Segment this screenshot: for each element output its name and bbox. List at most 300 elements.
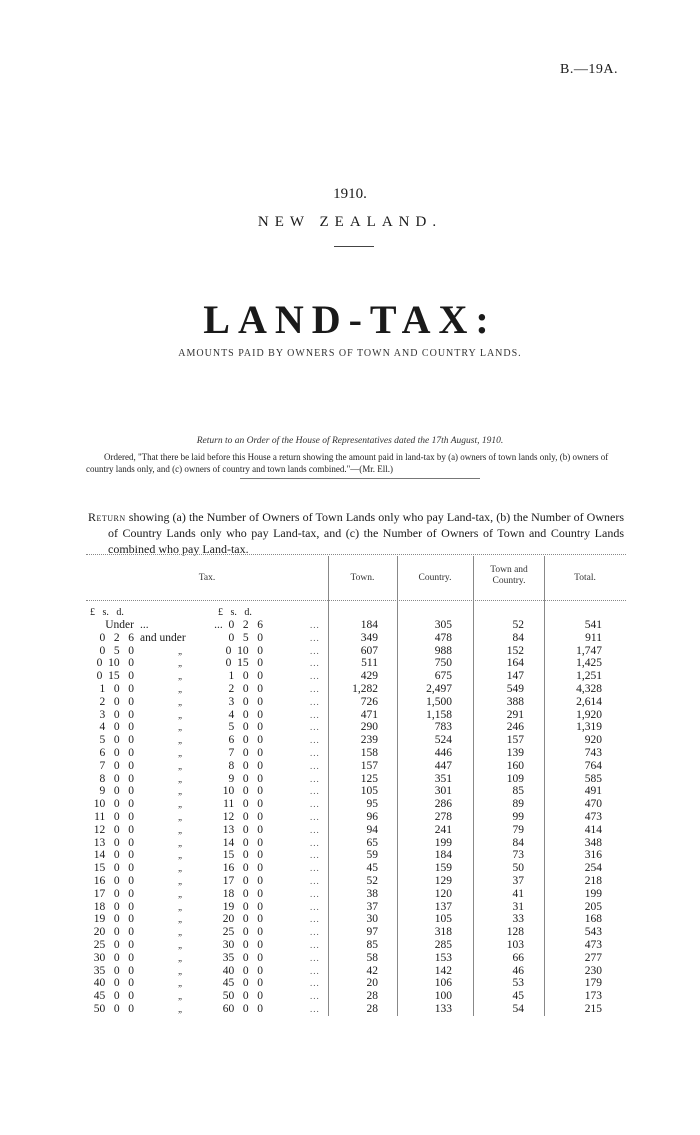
tax-from: 0 10 0 — [96, 657, 134, 670]
table-row — [0, 683, 700, 696]
country-count: 988 — [434, 644, 452, 657]
total-count: 920 — [584, 734, 602, 747]
country-count: 305 — [434, 619, 452, 631]
tax-from: 20 0 0 — [93, 926, 134, 939]
table-row — [0, 824, 700, 837]
town-and-country-count: 45 — [512, 990, 524, 1003]
tax-from: 10 0 0 — [93, 798, 134, 811]
tax-separator: „ — [178, 940, 184, 950]
tax-to: 60 0 0 — [222, 1003, 263, 1015]
town-count: 42 — [366, 964, 378, 977]
total-count: 414 — [584, 823, 602, 836]
table-row — [0, 645, 700, 658]
leader-dots: ... — [310, 620, 320, 630]
tax-to: 4 0 0 — [228, 708, 263, 721]
leader-dots: ... — [310, 799, 320, 810]
country-count: 106 — [434, 977, 452, 990]
tax-to: 9 0 0 — [228, 772, 263, 785]
tax-from: 3 0 0 — [99, 708, 134, 721]
total-count: 4,328 — [576, 683, 602, 695]
table-row — [0, 990, 700, 1003]
country-count: 159 — [434, 862, 452, 875]
town-count: 95 — [366, 798, 378, 811]
tax-to: 14 0 0 — [222, 836, 263, 849]
town-and-country-count: 53 — [512, 977, 524, 990]
leader-dots: ... — [310, 722, 320, 733]
total-count: 473 — [584, 939, 602, 951]
tax-separator: „ — [178, 863, 184, 874]
town-and-country-count: 139 — [506, 747, 524, 759]
total-count: 1,251 — [576, 670, 602, 683]
total-count: 585 — [584, 772, 602, 785]
table-row — [0, 837, 700, 850]
total-count: 218 — [584, 875, 602, 887]
total-count: 179 — [584, 977, 602, 990]
tax-from: 45 0 0 — [93, 990, 134, 1003]
tax-separator: „ — [178, 786, 184, 797]
town-count: 607 — [360, 644, 378, 657]
tax-to: ... 0 2 6 — [214, 619, 263, 631]
header-country: Country. — [418, 573, 452, 583]
town-and-country-count: 128 — [506, 926, 524, 939]
leader-dots: ... — [310, 786, 320, 797]
town-count: 125 — [360, 772, 378, 785]
tax-separator: „ — [178, 901, 184, 912]
country-count: 142 — [434, 964, 452, 977]
leader-dots: ... — [310, 863, 320, 874]
total-count: 348 — [584, 836, 602, 849]
town-count: 45 — [366, 862, 378, 875]
tax-separator: „ — [178, 773, 184, 784]
town-and-country-count: 157 — [506, 734, 524, 747]
header-town-and-country: Town and Country. — [490, 565, 528, 586]
tax-from: 35 0 0 — [93, 964, 134, 977]
tax-to: 2 0 0 — [228, 683, 263, 695]
table-row — [0, 670, 700, 683]
tax-to: 8 0 0 — [228, 759, 263, 772]
tax-from: 7 0 0 — [99, 759, 134, 772]
table-row — [0, 939, 700, 952]
tax-separator: „ — [178, 671, 184, 682]
tax-to: 16 0 0 — [222, 862, 263, 875]
tax-separator: „ — [178, 952, 184, 963]
country-count: 133 — [434, 1003, 452, 1015]
tax-separator: „ — [178, 722, 184, 733]
town-count: 59 — [366, 849, 378, 862]
total-count: 1,425 — [576, 657, 602, 670]
town-count: 157 — [360, 759, 378, 772]
country-count: 1,158 — [426, 708, 452, 721]
leader-dots: ... — [310, 940, 320, 950]
town-count: 37 — [366, 900, 378, 913]
tax-from: 14 0 0 — [93, 849, 134, 862]
table-row — [0, 747, 700, 760]
tax-to: 10 0 0 — [222, 785, 263, 798]
tax-separator: „ — [178, 991, 184, 1002]
tax-to: 0 10 0 — [225, 644, 263, 657]
tax-from: 40 0 0 — [93, 977, 134, 990]
town-count: 97 — [366, 926, 378, 939]
country-count: 241 — [434, 823, 452, 836]
leader-dots: ... — [310, 748, 320, 758]
tax-from: 30 0 0 — [93, 951, 134, 964]
tax-to: 7 0 0 — [228, 747, 263, 759]
country-count: 137 — [434, 900, 452, 913]
town-and-country-count: 103 — [506, 939, 524, 951]
tax-to: 0 15 0 — [225, 657, 263, 670]
tax-separator: „ — [178, 914, 184, 925]
table-header-rule — [86, 600, 626, 601]
tax-from: 8 0 0 — [99, 772, 134, 785]
town-count: 429 — [360, 670, 378, 683]
country-count: 750 — [434, 657, 452, 670]
town-and-country-count: 99 — [512, 811, 524, 823]
town-count: 30 — [366, 913, 378, 926]
town-count: 94 — [366, 823, 378, 836]
total-count: 473 — [584, 811, 602, 823]
town-and-country-count: 33 — [512, 913, 524, 926]
tax-from: Under — [105, 619, 134, 631]
table-row — [0, 760, 700, 773]
total-count: 254 — [584, 862, 602, 875]
town-count: 1,282 — [352, 683, 378, 695]
town-count: 28 — [366, 990, 378, 1003]
tax-separator: „ — [178, 812, 184, 822]
country-heading: NEW ZEALAND. — [257, 214, 443, 230]
tax-to: 6 0 0 — [228, 734, 263, 747]
country-count: 184 — [434, 849, 452, 862]
table-row — [0, 632, 700, 645]
leader-dots: ... — [310, 773, 320, 784]
tax-separator: „ — [178, 888, 184, 899]
tax-separator: „ — [178, 978, 184, 989]
tax-separator: „ — [178, 850, 184, 861]
subtitle: AMOUNTS PAID BY OWNERS OF TOWN AND COUNTRY LANDS. — [178, 348, 522, 359]
divider — [334, 246, 374, 247]
tax-from: 1 0 0 — [99, 683, 134, 695]
leader-dots: ... — [310, 696, 320, 707]
table-row — [0, 849, 700, 862]
town-count: 239 — [360, 734, 378, 747]
town-and-country-count: 89 — [512, 798, 524, 811]
units-from: £ s. d. — [90, 607, 124, 618]
table-top-rule — [86, 554, 626, 555]
total-count: 215 — [584, 1003, 602, 1015]
tax-separator: „ — [178, 696, 184, 707]
town-and-country-count: 41 — [512, 887, 524, 900]
table-row — [0, 696, 700, 709]
tax-from: 25 0 0 — [93, 939, 134, 951]
town-count: 726 — [360, 695, 378, 708]
town-count: 65 — [366, 836, 378, 849]
town-and-country-count: 160 — [506, 759, 524, 772]
total-count: 316 — [584, 849, 602, 862]
leader-dots: ... — [310, 978, 320, 989]
tax-to: 15 0 0 — [222, 849, 263, 862]
country-count: 447 — [434, 759, 452, 772]
table-row — [0, 952, 700, 965]
country-count: 100 — [434, 990, 452, 1003]
country-count: 129 — [434, 875, 452, 887]
year: 1910. — [333, 186, 367, 202]
table-row — [0, 773, 700, 786]
country-count: 199 — [434, 836, 452, 849]
table-row — [0, 785, 700, 798]
table-row — [0, 901, 700, 914]
tax-separator: „ — [178, 965, 184, 976]
town-count: 471 — [360, 708, 378, 721]
leader-dots: ... — [310, 645, 320, 656]
leader-dots: ... — [310, 684, 320, 694]
town-count: 38 — [366, 887, 378, 900]
town-and-country-count: 84 — [512, 631, 524, 644]
tax-from: 4 0 0 — [99, 721, 134, 734]
country-count: 120 — [434, 887, 452, 900]
table-row — [0, 965, 700, 978]
tax-to: 1 0 0 — [228, 670, 263, 683]
tax-from: 11 0 0 — [94, 811, 134, 823]
table-row — [0, 798, 700, 811]
tax-separator: ... — [140, 619, 149, 631]
town-count: 511 — [361, 657, 378, 670]
leader-dots: ... — [310, 914, 320, 925]
country-count: 301 — [434, 785, 452, 798]
total-count: 491 — [584, 785, 602, 798]
total-count: 168 — [584, 913, 602, 926]
main-title: LAND-TAX: — [203, 297, 497, 342]
leader-dots: ... — [310, 632, 320, 643]
divider — [240, 478, 480, 479]
tax-separator: „ — [178, 876, 184, 886]
tax-from: 5 0 0 — [99, 734, 134, 747]
tax-from: 2 0 0 — [99, 695, 134, 708]
country-count: 351 — [434, 772, 452, 785]
table-row — [0, 913, 700, 926]
tax-separator: „ — [178, 735, 184, 746]
table-row — [0, 977, 700, 990]
town-count: 52 — [366, 875, 378, 887]
tax-separator: „ — [178, 684, 184, 694]
leader-dots: ... — [310, 812, 320, 822]
country-count: 1,500 — [426, 695, 452, 708]
total-count: 1,747 — [576, 644, 602, 657]
table-row — [0, 862, 700, 875]
tax-separator: „ — [178, 658, 184, 669]
leader-dots: ... — [310, 850, 320, 861]
table-row — [0, 888, 700, 901]
tax-separator: „ — [178, 837, 184, 848]
header-tax: Tax. — [198, 573, 216, 583]
total-count: 230 — [584, 964, 602, 977]
tax-from: 18 0 0 — [93, 900, 134, 913]
country-count: 675 — [434, 670, 452, 683]
country-count: 478 — [434, 631, 452, 644]
town-count: 85 — [366, 939, 378, 951]
table-row — [0, 619, 700, 632]
town-count: 184 — [360, 619, 378, 631]
country-count: 318 — [434, 926, 452, 939]
tax-to: 35 0 0 — [222, 951, 263, 964]
town-and-country-count: 291 — [506, 708, 524, 721]
total-count: 1,319 — [576, 721, 602, 734]
town-and-country-count: 164 — [506, 657, 524, 670]
town-and-country-count: 388 — [506, 695, 524, 708]
tax-to: 40 0 0 — [222, 964, 263, 977]
tax-separator: „ — [178, 1004, 184, 1014]
town-and-country-count: 84 — [512, 836, 524, 849]
leader-dots: ... — [310, 1004, 320, 1014]
town-count: 58 — [366, 951, 378, 964]
leader-dots: ... — [310, 824, 320, 835]
total-count: 911 — [585, 631, 602, 644]
tax-from: 9 0 0 — [99, 785, 134, 798]
town-count: 349 — [360, 631, 378, 644]
tax-to: 3 0 0 — [228, 695, 263, 708]
leader-dots: ... — [310, 671, 320, 682]
town-and-country-count: 549 — [506, 683, 524, 695]
town-count: 28 — [366, 1003, 378, 1015]
leader-dots: ... — [310, 658, 320, 669]
town-and-country-count: 50 — [512, 862, 524, 875]
tax-from: 50 0 0 — [93, 1003, 134, 1015]
total-count: 743 — [584, 747, 602, 759]
total-count: 1,920 — [576, 708, 602, 721]
table-row — [0, 926, 700, 939]
total-count: 543 — [584, 926, 602, 939]
town-count: 20 — [366, 977, 378, 990]
units-to: £ s. d. — [218, 607, 252, 618]
leader-dots: ... — [310, 837, 320, 848]
leader-dots: ... — [310, 709, 320, 720]
country-count: 153 — [434, 951, 452, 964]
ordered-paragraph: Ordered, "That there be laid before this House a return showing the amount paid in land-tax by (a) owners of town lands only, (b) owners of country lands only, and (c) owners of country and town lands combined."—(Mr. Ell.) — [86, 452, 609, 474]
tax-to: 12 0 0 — [222, 811, 263, 823]
table-row — [0, 875, 700, 888]
header-town: Town. — [350, 573, 375, 583]
table-row — [0, 811, 700, 824]
town-and-country-count: 31 — [512, 900, 524, 913]
leader-dots: ... — [310, 965, 320, 976]
country-count: 524 — [434, 734, 452, 747]
tax-to: 50 0 0 — [222, 990, 263, 1003]
table-row — [0, 1003, 700, 1016]
leader-dots: ... — [310, 991, 320, 1002]
country-count: 783 — [434, 721, 452, 734]
tax-to: 0 5 0 — [228, 631, 263, 644]
table-row — [0, 709, 700, 722]
town-and-country-count: 147 — [506, 670, 524, 683]
table-row — [0, 721, 700, 734]
leader-dots: ... — [310, 952, 320, 963]
tax-separator: „ — [178, 927, 184, 938]
tax-to: 45 0 0 — [222, 977, 263, 990]
tax-from: 12 0 0 — [93, 823, 134, 836]
leader-dots: ... — [310, 888, 320, 899]
tax-from: 0 15 0 — [96, 670, 134, 683]
country-count: 278 — [434, 811, 452, 823]
table-row — [0, 657, 700, 670]
header-total: Total. — [574, 573, 596, 583]
order-line: Return to an Order of the House of Representatives dated the 17th August, 1910. — [196, 436, 504, 446]
town-and-country-count: 66 — [512, 951, 524, 964]
tax-to: 30 0 0 — [222, 939, 263, 951]
town-count: 96 — [366, 811, 378, 823]
return-text: showing (a) the Number of Owners of Town Lands only who pay Land-tax, (b) the Number of Owners of Country Lands only who pay Land-tax, and (c) the Number of Owners of Town and Country Lands combined who pay Land-tax. — [108, 510, 624, 556]
total-count: 2,614 — [576, 695, 602, 708]
country-count: 446 — [434, 747, 452, 759]
town-count: 105 — [360, 785, 378, 798]
town-count: 158 — [360, 747, 378, 759]
tax-separator: and under — [140, 631, 186, 644]
total-count: 199 — [584, 887, 602, 900]
tax-to: 11 0 0 — [223, 798, 263, 811]
tax-to: 17 0 0 — [222, 875, 263, 887]
town-and-country-count: 37 — [512, 875, 524, 887]
tax-from: 0 2 6 — [99, 631, 134, 644]
leader-dots: ... — [310, 760, 320, 771]
tax-separator: „ — [178, 709, 184, 720]
total-count: 764 — [584, 759, 602, 772]
leader-dots: ... — [310, 901, 320, 912]
document-reference: B.—19A. — [560, 62, 618, 77]
tax-separator: „ — [178, 760, 184, 771]
town-and-country-count: 46 — [512, 964, 524, 977]
tax-to: 18 0 0 — [222, 887, 263, 900]
tax-to: 19 0 0 — [222, 900, 263, 913]
tax-separator: „ — [178, 824, 184, 835]
total-count: 173 — [584, 990, 602, 1003]
tax-from: 6 0 0 — [99, 747, 134, 759]
town-and-country-count: 79 — [512, 823, 524, 836]
leader-dots: ... — [310, 735, 320, 746]
town-and-country-count: 52 — [512, 619, 524, 631]
return-description — [88, 509, 624, 557]
total-count: 541 — [584, 619, 602, 631]
tax-to: 20 0 0 — [222, 913, 263, 926]
leader-dots: ... — [310, 927, 320, 938]
tax-from: 16 0 0 — [93, 875, 134, 887]
town-and-country-count: 73 — [512, 849, 524, 862]
town-and-country-count: 54 — [512, 1003, 524, 1015]
country-count: 285 — [434, 939, 452, 951]
tax-to: 5 0 0 — [228, 721, 263, 734]
tax-from: 13 0 0 — [93, 836, 134, 849]
tax-separator: „ — [178, 799, 184, 810]
tax-from: 17 0 0 — [93, 887, 134, 900]
tax-from: 15 0 0 — [93, 862, 134, 875]
tax-separator: „ — [178, 748, 184, 758]
country-count: 2,497 — [426, 683, 452, 695]
table-row — [0, 734, 700, 747]
town-and-country-count: 85 — [512, 785, 524, 798]
total-count: 205 — [584, 900, 602, 913]
town-and-country-count: 152 — [506, 644, 524, 657]
country-count: 286 — [434, 798, 452, 811]
tax-to: 13 0 0 — [222, 823, 263, 836]
leader-dots: ... — [310, 876, 320, 886]
tax-from: 19 0 0 — [93, 913, 134, 926]
town-and-country-count: 109 — [506, 772, 524, 785]
town-and-country-count: 246 — [506, 721, 524, 734]
town-count: 290 — [360, 721, 378, 734]
tax-to: 25 0 0 — [222, 926, 263, 939]
total-count: 277 — [584, 951, 602, 964]
total-count: 470 — [584, 798, 602, 811]
tax-separator: „ — [178, 645, 184, 656]
return-word: Return — [88, 510, 126, 524]
country-count: 105 — [434, 913, 452, 926]
tax-from: 0 5 0 — [99, 644, 134, 657]
